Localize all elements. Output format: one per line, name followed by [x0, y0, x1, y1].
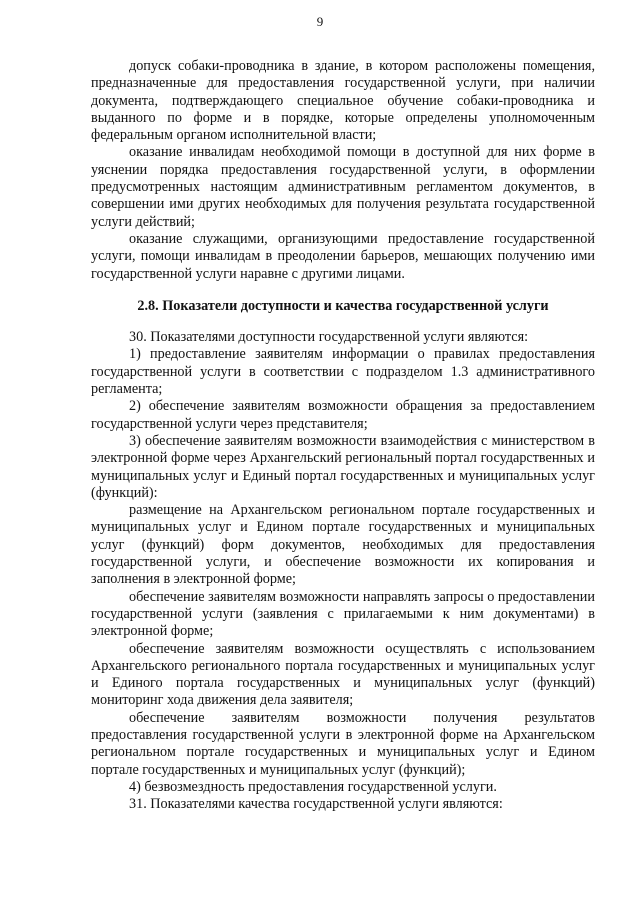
paragraph: 4) безвозмездность предоставления государственной услуги. — [129, 778, 497, 795]
paragraph: 1) предоставление заявителям информации о правилах предоставления государственной услуги в соответствии с подразделом 1.3 административного регламента; — [91, 346, 595, 398]
paragraphs-before — [91, 58, 595, 283]
page-number: 9 — [316, 14, 324, 29]
paragraph: обеспечение заявителям возможности направлять запросы о предоставлении государственной услуги (заявления с прилагаемыми к ним документами) в электронной форме; — [91, 588, 595, 640]
paragraph: 30. Показателями доступности государственной услуги являются: — [129, 329, 529, 346]
paragraphs-after — [91, 329, 595, 813]
paragraph: оказание инвалидам необходимой помощи в доступной для них форме в уяснении порядка предоставления государственной услуги, в оформлении предусмотренных настоящим административным регламентом документов, в совершении ими других необходимых для получения результата государственной услуги действий; — [91, 144, 595, 230]
paragraph: допуск собаки-проводника в здание, в котором расположены помещения, предназначенные для предоставления государственной услуги, при наличии документа, подтверждающего специальное обучение собаки-проводника и выданного по форме и в порядке, которые определены уполномоченным федеральным органом исполнительной власти; — [91, 58, 595, 144]
paragraph: 2) обеспечение заявителям возможности обращения за предоставлением государственной услуги через представителя; — [91, 398, 595, 432]
paragraph: размещение на Архангельском региональном портале государственных и муниципальных услуг и Едином портале государственных и муниципальных услуг (функций) форм документов, необходимых для предоставления государственной услуги, и обеспечение возможности их копирования и заполнения в электронной форме; — [91, 502, 595, 588]
paragraph: обеспечение заявителям возможности осуществлять с использованием Архангельского регионального портала государственных и муниципальных услуг и Единого портала государственных и муниципальных услуг (функций) мониторинг хода движения дела заявителя; — [91, 640, 595, 709]
paragraph: обеспечение заявителям возможности получения результатов предоставления государственной услуги в электронной форме на Архангельском региональном портале государственных и муниципальных услуг и Едином портале государственных и муниципальных услуг (функций); — [91, 709, 595, 778]
paragraph: 3) обеспечение заявителям возможности взаимодействия с министерством в электронной форме через Архангельский региональный портал государственных и муниципальных услуг и Единый портал государственных и муниципальных услуг (функций): — [91, 432, 595, 501]
paragraph: 31. Показателями качества государственной услуги являются: — [129, 796, 503, 813]
paragraph: оказание служащими, организующими предоставление государственной услуги, помощи инвалидам в преодолении барьеров, мешающих получению ими государственной услуги наравне с другими лицами. — [91, 230, 595, 282]
section-heading: 2.8. Показатели доступности и качества государственной услуги — [137, 297, 549, 314]
document-body — [91, 58, 595, 813]
